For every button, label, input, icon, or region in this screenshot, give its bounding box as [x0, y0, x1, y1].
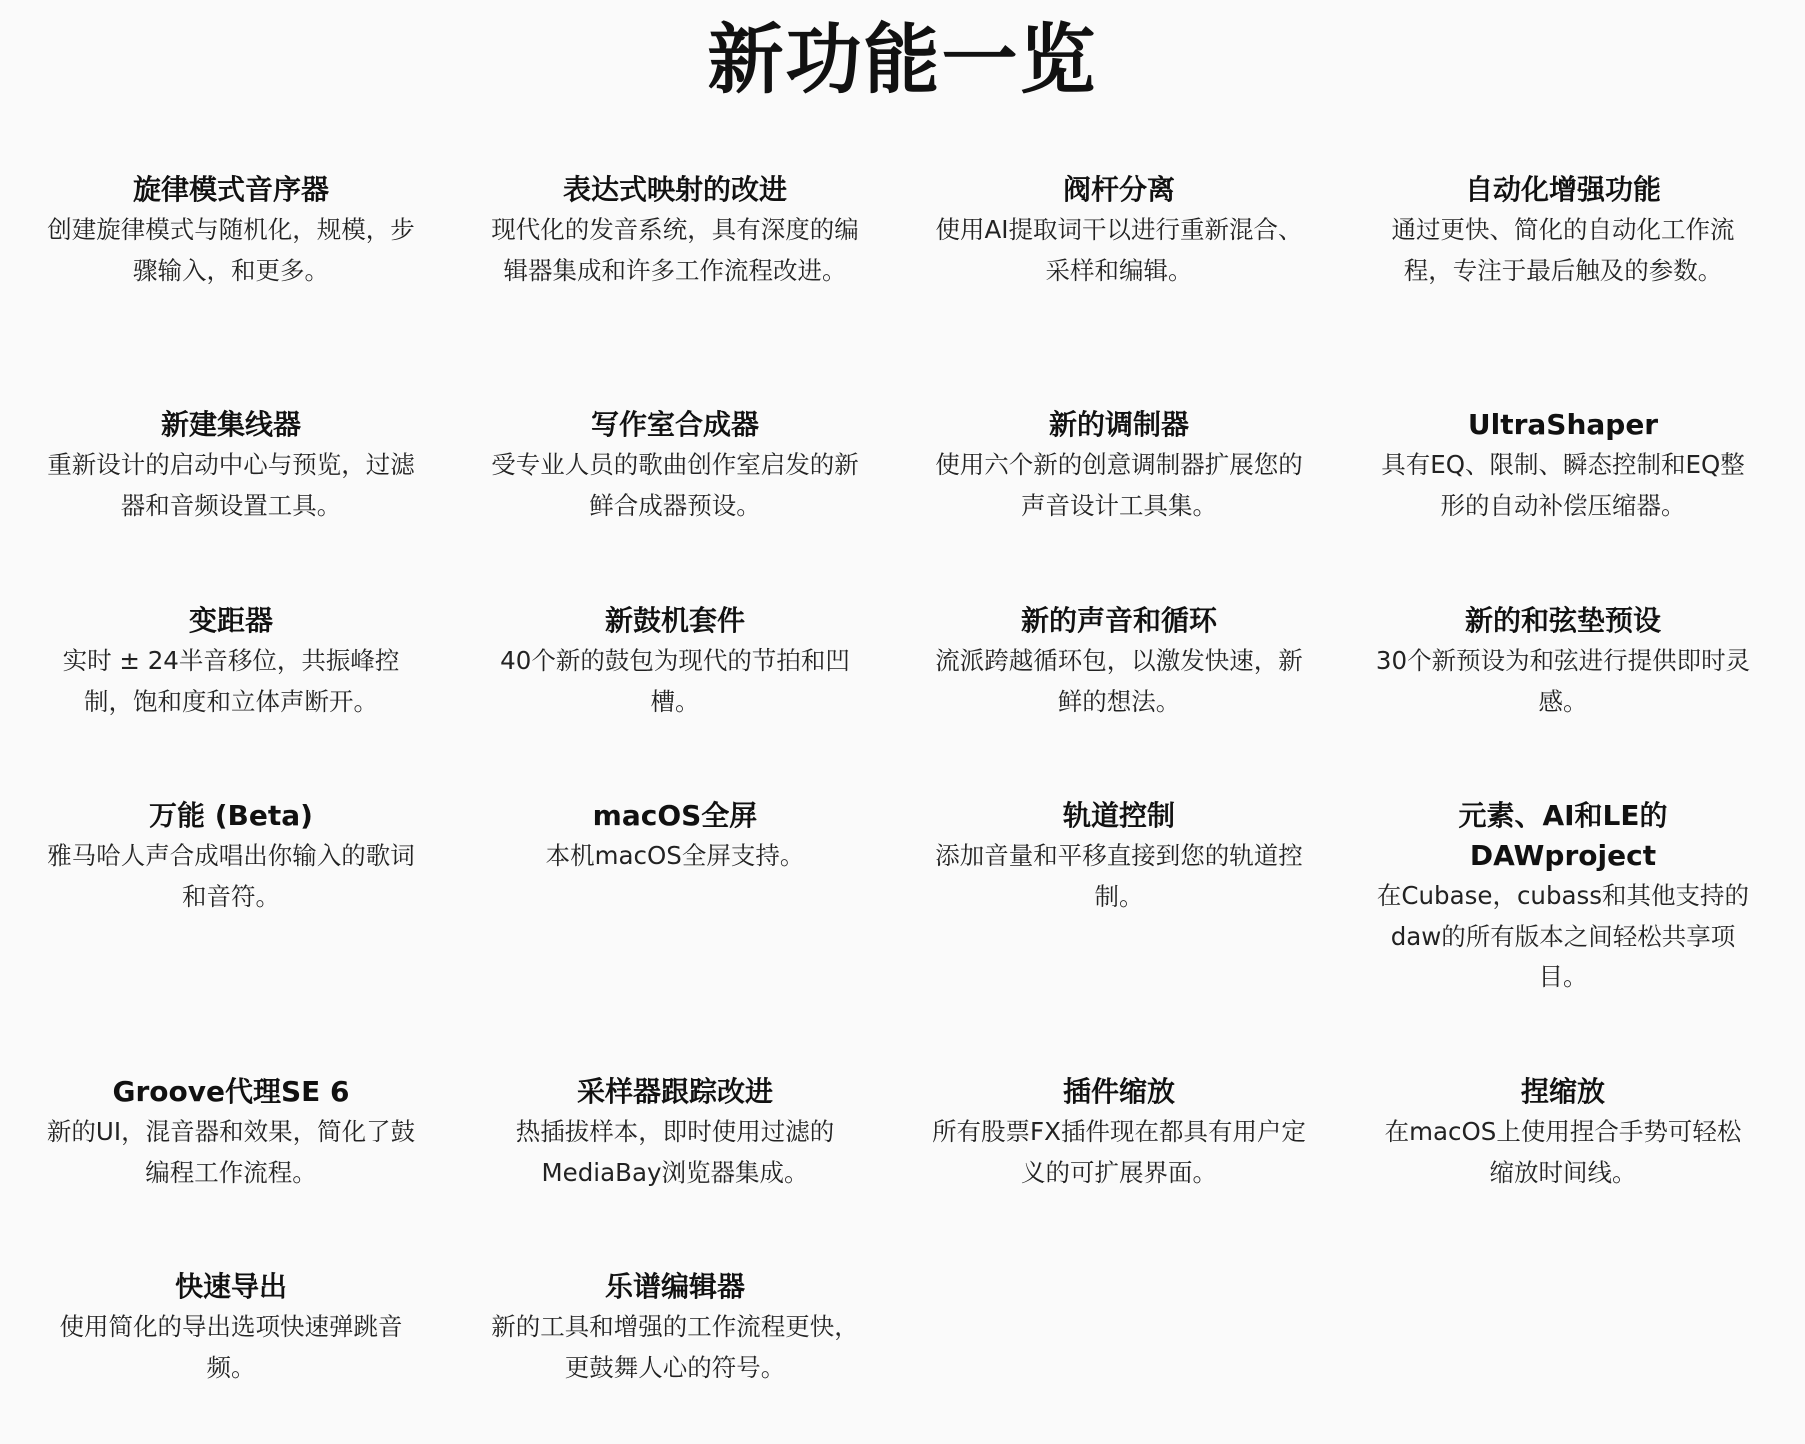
feature-description: 在macOS上使用捏合手势可轻松缩放时间线。	[1384, 1117, 1742, 1187]
feature-title: 新建集线器	[160, 408, 301, 441]
feature-title: 新的和弦垫预设	[1464, 604, 1661, 637]
feature-card-melodic-pattern-sequencer	[41, 170, 421, 291]
feature-card-drum-kits	[485, 601, 865, 722]
feature-title: 自动化增强功能	[1464, 173, 1661, 206]
feature-description: 30个新预设为和弦进行提供即时灵感。	[1375, 646, 1751, 716]
feature-title: Groove代理SE 6	[112, 1075, 350, 1108]
feature-title: 乐谱编辑器	[604, 1270, 745, 1303]
feature-title: 新的调制器	[1048, 408, 1189, 441]
feature-title: 万能 (Beta)	[149, 799, 313, 832]
feature-description: 创建旋律模式与随机化，规模，步骤输入，和更多。	[47, 215, 415, 285]
feature-title: macOS全屏	[592, 799, 758, 832]
feature-card-new-hub	[41, 405, 421, 526]
feature-title: 表达式映射的改进	[562, 173, 787, 206]
feature-title: 元素、AI和LE的DAWproject	[1458, 799, 1668, 872]
feature-description: 添加音量和平移直接到您的轨道控制。	[935, 841, 1303, 911]
feature-title: 捏缩放	[1520, 1075, 1605, 1108]
feature-card-dawproject	[1373, 796, 1753, 998]
feature-description: 受专业人员的歌曲创作室启发的新鲜合成器预设。	[491, 450, 859, 520]
feature-card-pitch-shifter	[41, 601, 421, 722]
feature-description: 通过更快、简化的自动化工作流程，专注于最后触及的参数。	[1391, 215, 1735, 285]
feature-card-quick-export	[41, 1267, 421, 1388]
feature-card-stem-separation	[929, 170, 1309, 291]
feature-description: 热插拔样本，即时使用过滤的MediaBay浏览器集成。	[515, 1117, 835, 1187]
feature-description: 现代化的发音系统，具有深度的编辑器集成和许多工作流程改进。	[491, 215, 859, 285]
feature-card-score-editor	[485, 1267, 865, 1388]
feature-description: 40个新的鼓包为现代的节拍和凹槽。	[500, 646, 850, 716]
feature-title: UltraShaper	[1467, 408, 1659, 441]
feature-description: 使用六个新的创意调制器扩展您的声音设计工具集。	[935, 450, 1303, 520]
feature-description: 雅马哈人声合成唱出你输入的歌词和音符。	[47, 841, 415, 911]
feature-title: 写作室合成器	[590, 408, 759, 441]
feature-description: 新的工具和增强的工作流程更快，更鼓舞人心的符号。	[491, 1312, 859, 1382]
feature-card-ultrashaper	[1373, 405, 1753, 526]
feature-card-sampler-track	[485, 1072, 865, 1193]
feature-title: 旋律模式音序器	[132, 173, 329, 206]
feature-description: 新的UI，混音器和效果，简化了鼓编程工作流程。	[46, 1117, 416, 1187]
feature-title: 轨道控制	[1062, 799, 1175, 832]
feature-title: 新的声音和循环	[1020, 604, 1217, 637]
feature-description: 本机macOS全屏支持。	[545, 841, 805, 870]
feature-description: 实时 ± 24半音移位，共振峰控制，饱和度和立体声断开。	[62, 646, 400, 716]
feature-description: 在Cubase，cubass和其他支持的daw的所有版本之间轻松共享项目。	[1376, 881, 1750, 991]
feature-card-track-controls	[929, 796, 1309, 917]
feature-card-sounds-and-loops	[929, 601, 1309, 722]
feature-card-writing-room-synths	[485, 405, 865, 526]
feature-title: 新鼓机套件	[604, 604, 745, 637]
feature-card-new-modulators	[929, 405, 1309, 526]
feature-description: 所有股票FX插件现在都具有用户定义的可扩展界面。	[932, 1117, 1306, 1187]
feature-card-chord-pad-presets	[1373, 601, 1753, 722]
feature-description: 具有EQ、限制、瞬态控制和EQ整形的自动补偿压缩器。	[1381, 450, 1745, 520]
feature-description: 使用简化的导出选项快速弹跳音频。	[59, 1312, 403, 1382]
feature-description: 重新设计的启动中心与预览，过滤器和音频设置工具。	[47, 450, 415, 520]
feature-card-vocaloid-beta	[41, 796, 421, 917]
feature-card-automation-enhancements	[1373, 170, 1753, 291]
feature-card-macos-fullscreen	[485, 796, 865, 877]
feature-title: 插件缩放	[1062, 1075, 1175, 1108]
feature-description: 流派跨越循环包，以激发快速，新鲜的想法。	[935, 646, 1303, 716]
feature-card-groove-agent-se6	[41, 1072, 421, 1193]
feature-card-expression-maps	[485, 170, 865, 291]
feature-card-pinch-zoom	[1373, 1072, 1753, 1193]
feature-title: 快速导出	[174, 1270, 287, 1303]
feature-title: 阀杆分离	[1062, 173, 1175, 206]
feature-title: 采样器跟踪改进	[576, 1075, 773, 1108]
feature-description: 使用AI提取词干以进行重新混合、采样和编辑。	[935, 215, 1303, 285]
page-title: 新功能一览	[707, 15, 1098, 104]
feature-title: 变距器	[188, 604, 273, 637]
feature-card-plugin-scaling	[929, 1072, 1309, 1193]
